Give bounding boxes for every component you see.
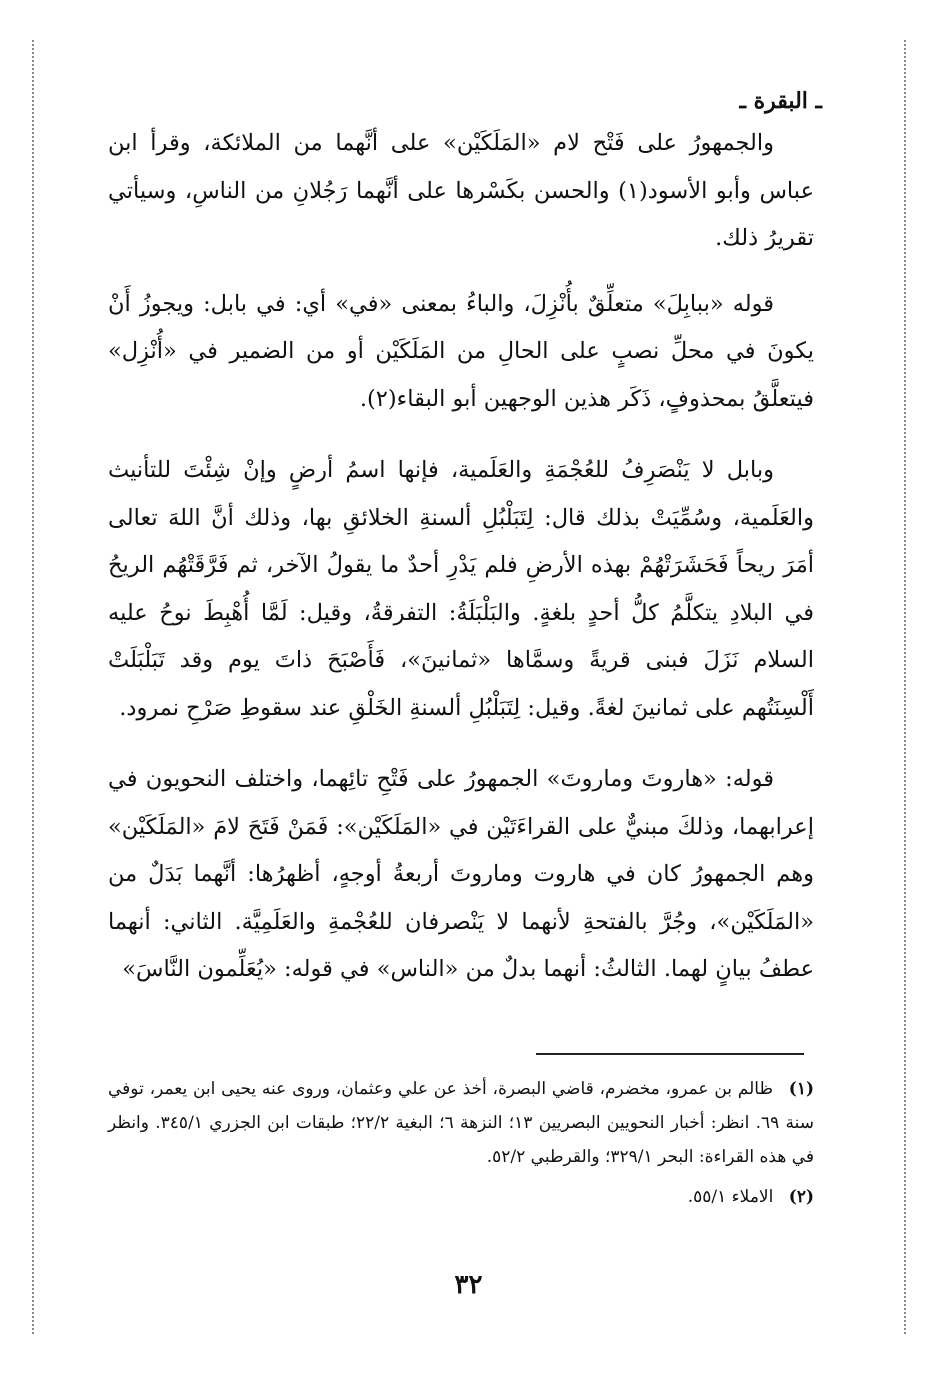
footnotes bbox=[108, 1072, 814, 1220]
paragraph-4: قوله: «هاروتَ وماروتَ» الجمهورُ على فَتْحِ تائِهما، واختلف النحويون في إعرابهما، وذلكَ مبنيٌّ على القراءَتَيْن في «المَلَكَيْن»: فَمَنْ فَتَحَ لامَ «المَلَكَيْن» وهم الجمهورُ كان في هاروت وماروتَ أربعةُ أوجهٍ، أظهرُها: أنَّهما بَدَلٌ من «المَلَكَيْن»، وجُرَّ بالفتحةِ لأنهما لا يَنْصرفان للعُجْمةِ والعَلَمِيَّة. الثاني: أنهما عطفُ بيانٍ لهما. الثالثُ: أنهما بدلٌ من «الناس» في قوله: «يُعَلِّمون النَّاسَ» bbox=[108, 766, 814, 982]
footnote-1 bbox=[108, 1072, 814, 1174]
paragraph-2: قوله «ببابِلَ» متعلِّقٌ بأُنْزِلَ، والباءُ بمعنى «في» أي: في بابل: ويجوزُ أَنْ يكونَ في محلِّ نصبٍ على الحالِ من المَلَكَيْن أو من الضمير في «أُنْزِل» فيتعلَّقُ بمحذوفٍ، ذَكَر هذين الوجهين أبو البقاء(٢). bbox=[108, 290, 814, 412]
footnote-separator bbox=[536, 1053, 804, 1055]
running-header: ـ البقرة ـ bbox=[739, 88, 822, 114]
footnote-2 bbox=[108, 1180, 814, 1214]
page-number: ٣٢ bbox=[454, 1270, 483, 1300]
right-dotted-margin bbox=[904, 40, 906, 1334]
footnote-2-number: (٢) bbox=[788, 1187, 814, 1207]
footnote-1-text: ظالم بن عمرو، مخضرم، قاضي البصرة، أخذ عن علي وعثمان، وروى عنه يحيى ابن يعمر، توفي سنة ٦٩. انظر: أخبار النحويين البصريين ١٣؛ النزهة ٦؛ البغية ٢٢/٢؛ طبقات ابن الجزري ٣٤٥/١. وانظر في هذه القراءة: البحر ٣٢٩/١؛ والقرطبي ٥٢/٢. bbox=[108, 1079, 814, 1167]
paragraph-1: والجمهورُ على فَتْح لام «المَلَكَيْن» على أنَّهما من الملائكة، وقرأ ابن عباس وأبو الأسود(١) والحسن بكَسْرها على أنَّهما رَجُلانِ من الناسِ، وسيأتي تقريرُ ذلك. bbox=[108, 130, 814, 251]
footnote-1-number: (١) bbox=[788, 1079, 814, 1099]
main-text bbox=[108, 120, 814, 1018]
left-dotted-margin bbox=[32, 40, 34, 1334]
paragraph-3: وبابل لا يَنْصَرِفُ للعُجْمَةِ والعَلَمية، فإنها اسمُ أرضٍ وإنْ شِئْتَ للتأنيث والعَلَمية، وسُمِّيَتْ بذلك قال: لِتَبَلْبُلِ ألسنةِ الخلائقِ بها، وذلك أنَّ اللهَ تعالى أمَرَ ريحاً فَحَشَرَتْهُمْ بهذه الأرضِ فلم يَدْرِ أحدٌ ما يقولُ الآخر، ثم فَرَّقَتْهُم الريحُ في البلادِ يتكلَّمُ كلُّ أحدٍ بلغةٍ. والبَلْبَلَةُ: التفرقةُ، وقيل: لَمَّا أُهْبِطَ نوحُ عليه السلام نَزَلَ فبنى قريةً وسمَّاها «ثمانينَ»، فَأَصْبَحَ ذاتَ يوم وقد تَبَلْبَلَتْ أَلْسِنَتُهم على ثمانينَ لغةً. وقيل: لِتَبَلْبُلِ ألسنةِ الخَلْقِ عند سقوطِ صَرْحِ نمرود. bbox=[108, 457, 814, 721]
footnote-2-text: الاملاء ٥٥/١. bbox=[687, 1187, 774, 1207]
